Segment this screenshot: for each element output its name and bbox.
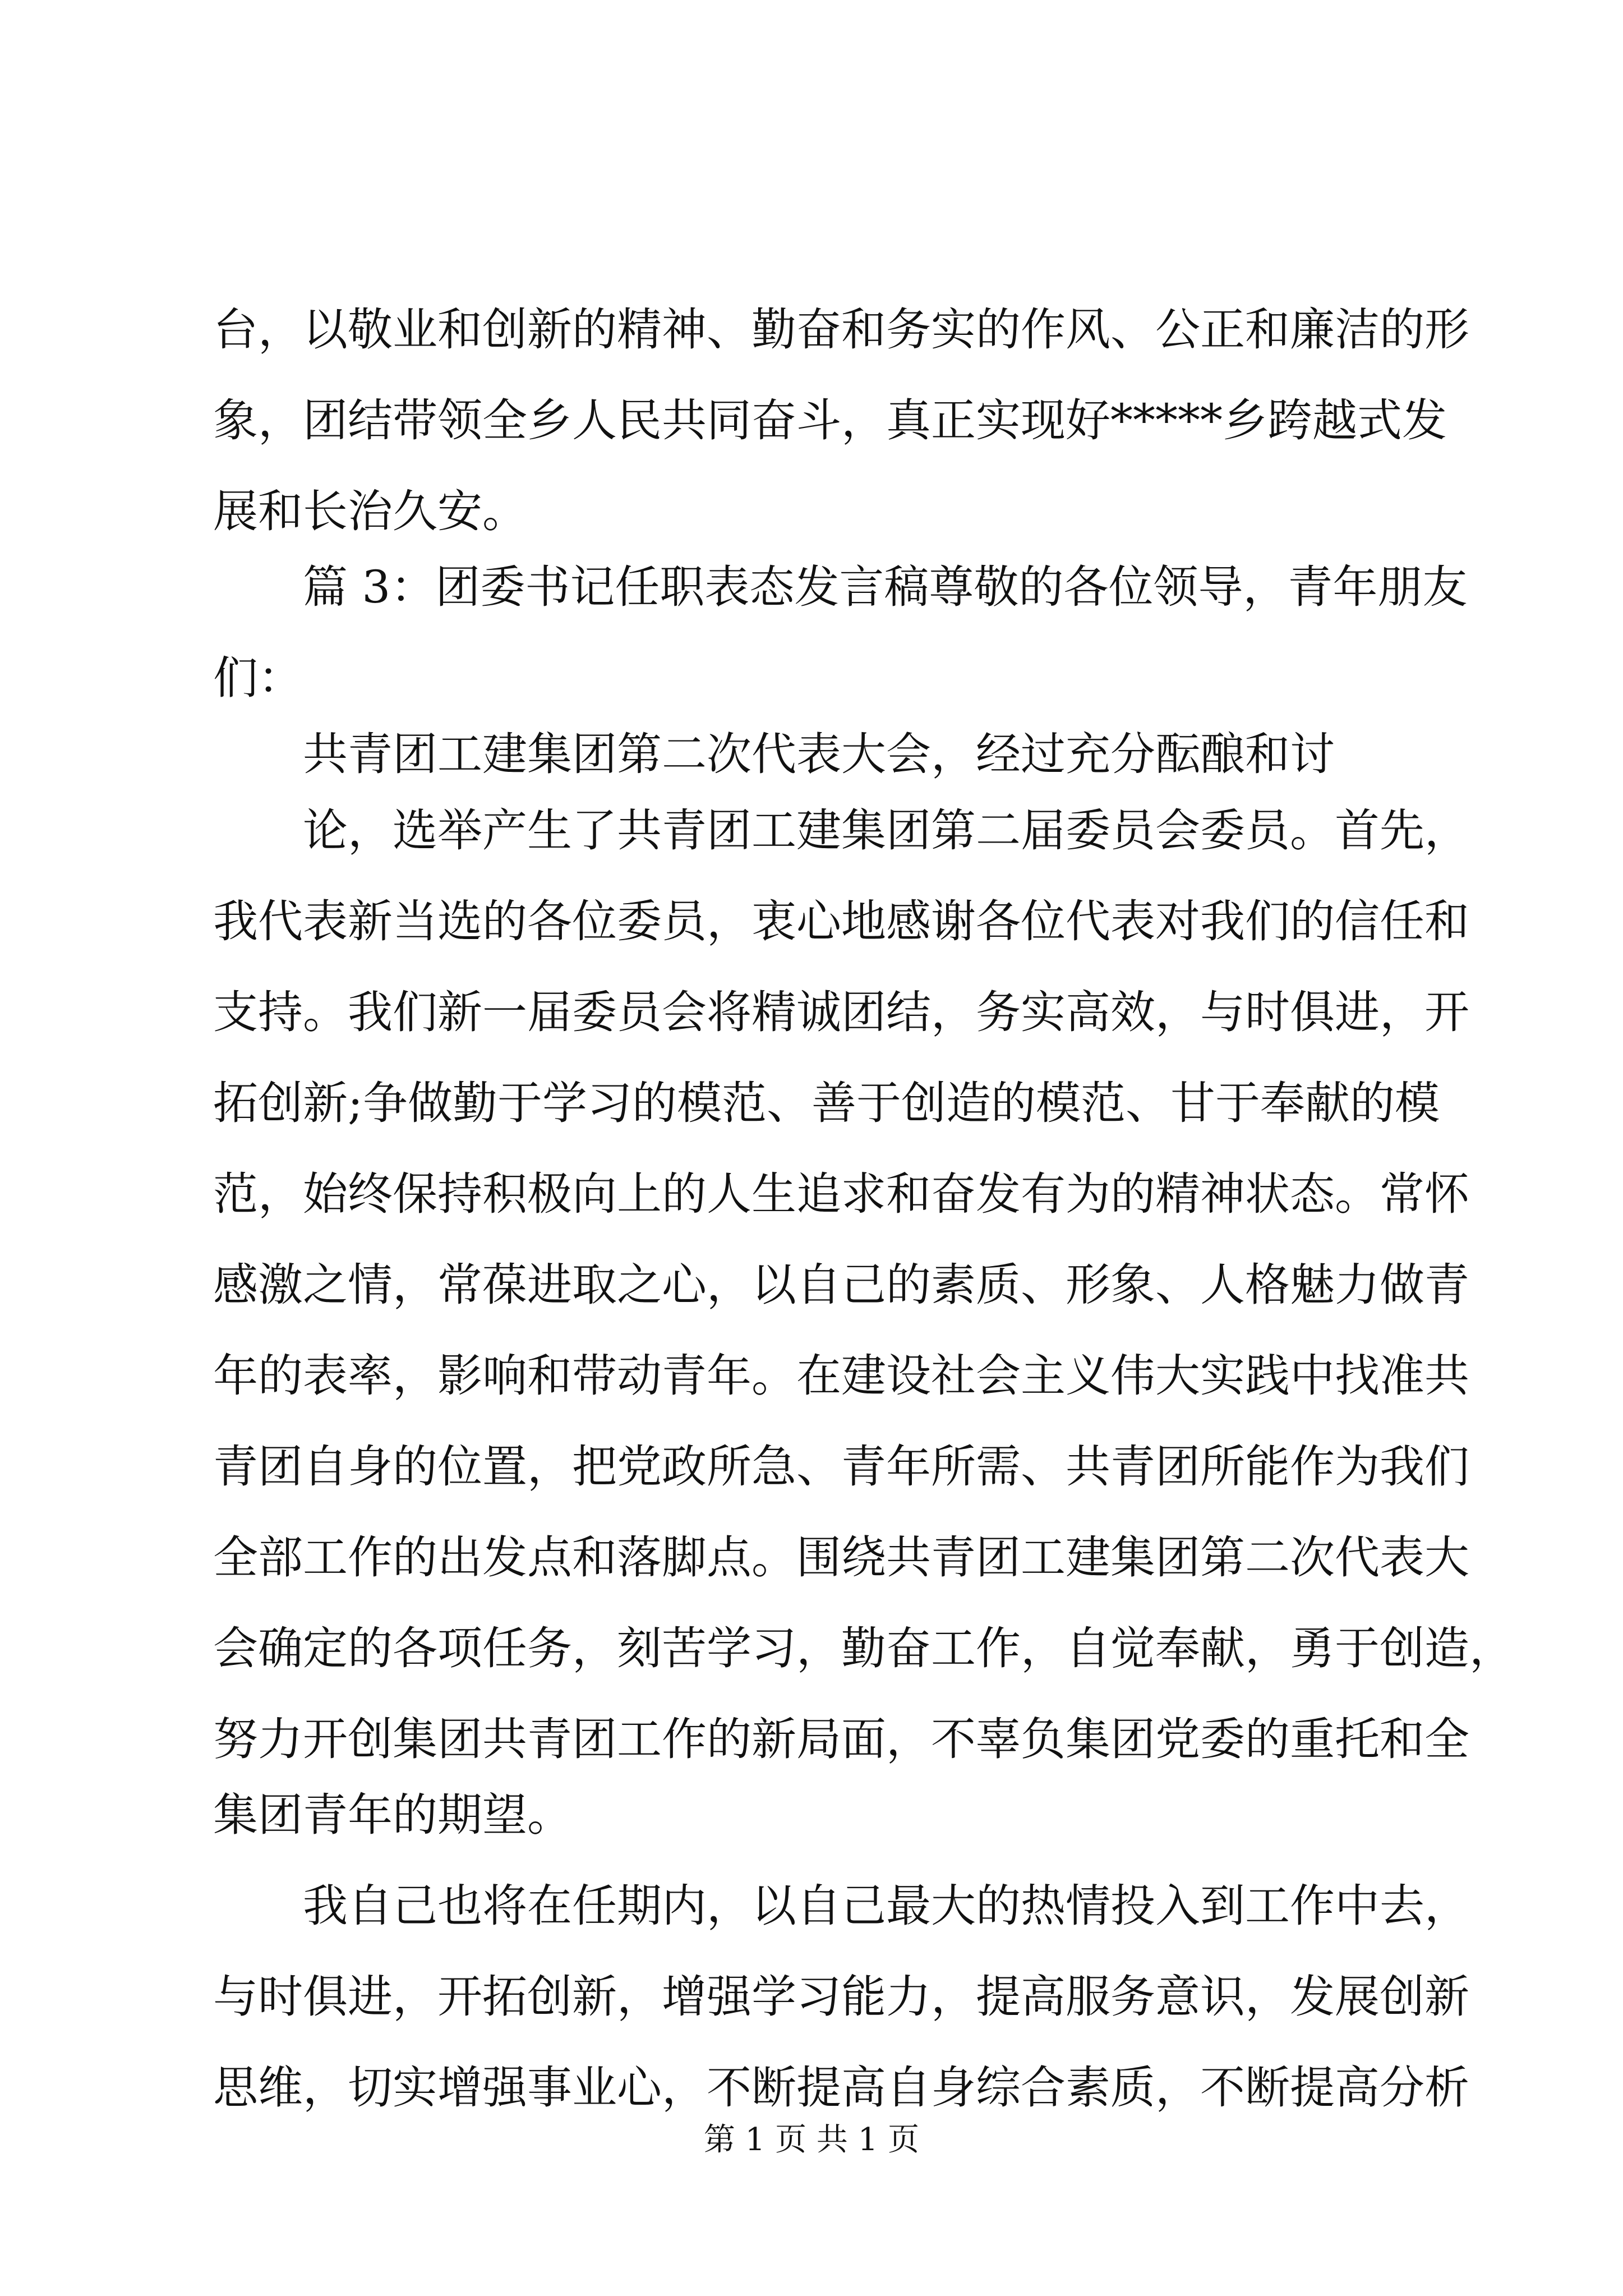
- body-text-line: 共青团工建集团第二次代表大会，经过充分酝酿和讨: [303, 728, 1335, 780]
- body-text-line: 象，团结带领全乡人民共同奋斗，真正实现好*****乡跨越式发: [213, 394, 1447, 447]
- body-text-line: 拓创新;争做勤于学习的模范、善于创造的模范、甘于奉献的模: [213, 1077, 1440, 1129]
- body-text-line: 集团青年的期望。: [213, 1789, 572, 1841]
- body-text-line: 论，选举产生了共青团工建集团第二届委员会委员。首先，: [303, 804, 1469, 857]
- body-text-line: 我自己也将在任期内，以自己最大的热情投入到工作中去，: [303, 1880, 1469, 1932]
- body-text-line: 会确定的各项任务，刻苦学习，勤奋工作，自觉奉献，勇于创造，: [213, 1622, 1514, 1674]
- body-text-line: 青团自身的位置，把党政所急、青年所需、共青团所能作为我们: [213, 1441, 1469, 1493]
- section-heading-line: 篇 3：团委书记任职表态发言稿尊敬的各位领导，青年朋友: [303, 561, 1468, 613]
- body-text-line: 展和长治久安。: [213, 485, 527, 537]
- page-number-footer: 第 1 页 共 1 页: [703, 2122, 920, 2158]
- body-text-line: 我代表新当选的各位委员，衷心地感谢各位代表对我们的信任和: [213, 895, 1469, 947]
- body-text-line: 思维，切实增强事业心，不断提高自身综合素质，不断提高分析: [213, 2062, 1469, 2114]
- body-text-line: 支持。我们新一届委员会将精诚团结，务实高效，与时俱进，开: [213, 986, 1469, 1038]
- body-text-line: 努力开创集团共青团工作的新局面，不辜负集团党委的重托和全: [213, 1713, 1469, 1765]
- body-text-line: 年的表率，影响和带动青年。在建设社会主义伟大实践中找准共: [213, 1350, 1469, 1402]
- body-text-line: 感激之情，常葆进取之心，以自己的素质、形象、人格魅力做青: [213, 1259, 1469, 1311]
- body-text-line: 们：: [213, 652, 303, 704]
- body-text-line: 台，以敬业和创新的精神、勤奋和务实的作风、公正和廉洁的形: [213, 303, 1469, 356]
- body-text-line: 范，始终保持积极向上的人生追求和奋发有为的精神状态。常怀: [213, 1168, 1469, 1220]
- body-text-line: 全部工作的出发点和落脚点。围绕共青团工建集团第二次代表大: [213, 1531, 1469, 1584]
- body-text-line: 与时俱进，开拓创新，增强学习能力，提高服务意识，发展创新: [213, 1971, 1469, 2023]
